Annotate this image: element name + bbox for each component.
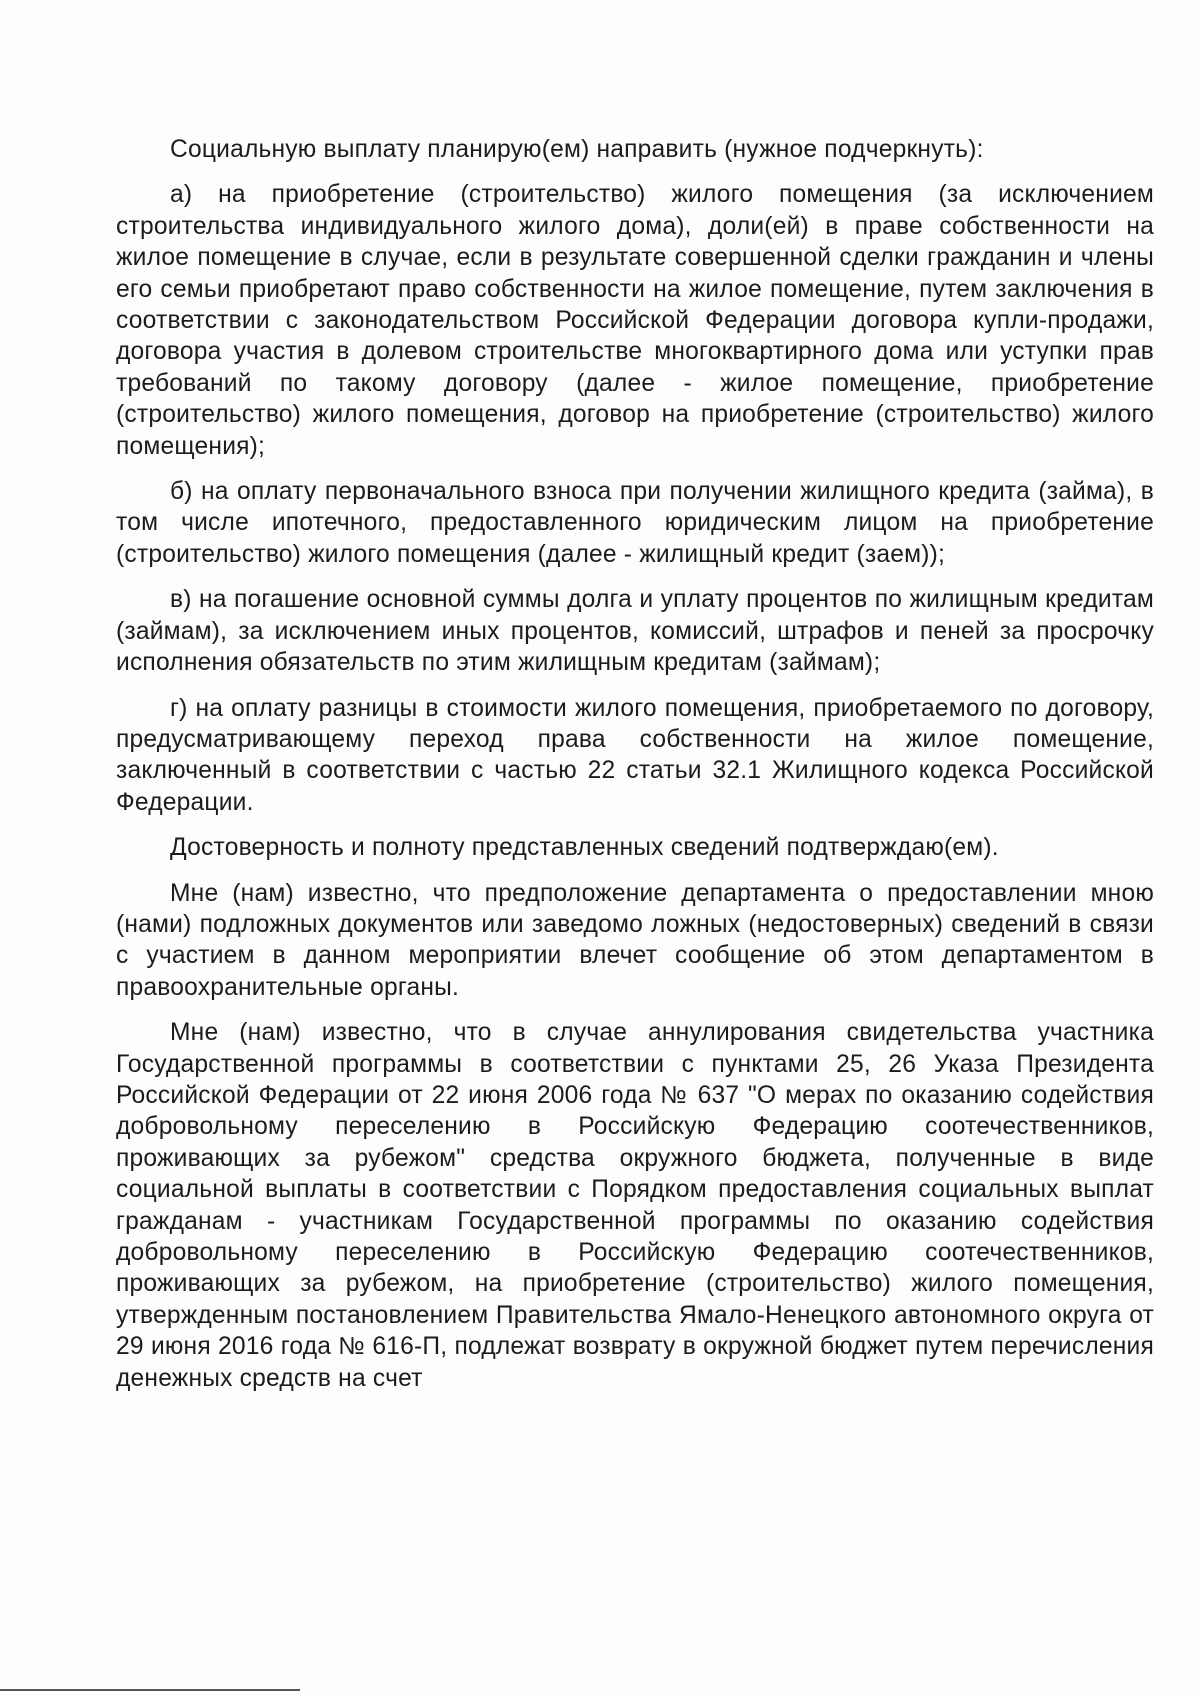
paragraph-intro: Социальную выплату планирую(ем) направить (нужное подчеркнуть): [170, 136, 984, 163]
paragraph-confirmation: Достоверность и полноту представленных сведений подтверждаю(ем). [170, 834, 999, 862]
paragraph-item-a: а) на приобретение (строительство) жилого помещения (за исключением строительства индивидуального жилого дома), доли(ей) в праве собственности на жилое помещение в случае, если в результате совершенной сделки гражданин и члены его семьи приобретают право собственности на жилое помещение, путем заключения в соответствии с законодательством Российской Федерации договора купли-продажи, договора участия в долевом строительстве многоквартирного дома или уступки прав требований по такому договору (далее - жилое помещение, приобретение (строительство) жилого помещения, договор на приобретение (строительство) жилого помещения); [116, 181, 1154, 460]
page-edge-line [0, 1689, 300, 1691]
document-body [116, 134, 1154, 1394]
paragraph-notice: Мне (нам) известно, что предположение департамента о предоставлении мною (нами) подложных документов или заведомо ложных (недостоверных) сведений в связи с участием в данном мероприятии влечет сообщение об этом департаментом в правоохранительные органы. [116, 879, 1154, 1001]
paragraph-item-b: б) на оплату первоначального взноса при получении жилищного кредита (займа), в том числе ипотечного, предоставленного юридическим лицом на приобретение (строительство) жилого помещения (далее - жилищный кредит (заем)); [116, 478, 1154, 568]
paragraph-refund-clause: Мне (нам) известно, что в случае аннулирования свидетельства участника Государственной программы в соответствии с пунктами 25, 26 Указа Президента Российской Федерации от 22 июня 2006 года № 637 "О мерах по оказанию содействия добровольному переселению в Российскую Федерацию соотечественников, проживающих за рубежом" средства окружного бюджета, полученные в виде социальной выплаты в соответствии с Порядком предоставления социальных выплат гражданам - участникам Государственной программы по оказанию содействия добровольному переселению в Российскую Федерацию соотечественников, проживающих за рубежом, на приобретение (строительство) жилого помещения, утвержденным постановлением Правительства Ямало-Ненецкого автономного округа от 29 июня 2016 года № 616-П, подлежат возврату в окружной бюджет путем перечисления денежных средств на счет [116, 1019, 1154, 1392]
paragraph-item-g: г) на оплату разницы в стоимости жилого помещения, приобретаемого по договору, предусматривающему переход права собственности на жилое помещение, заключенный в соответствии с частью 22 статьи 32.1 Жилищного кодекса Российской Федерации. [116, 694, 1154, 816]
paragraph-item-v: в) на погашение основной суммы долга и уплату процентов по жилищным кредитам (займам), за исключением иных процентов, комиссий, штрафов и пеней за просрочку исполнения обязательств по этим жилищным кредитам (займам); [116, 586, 1154, 677]
